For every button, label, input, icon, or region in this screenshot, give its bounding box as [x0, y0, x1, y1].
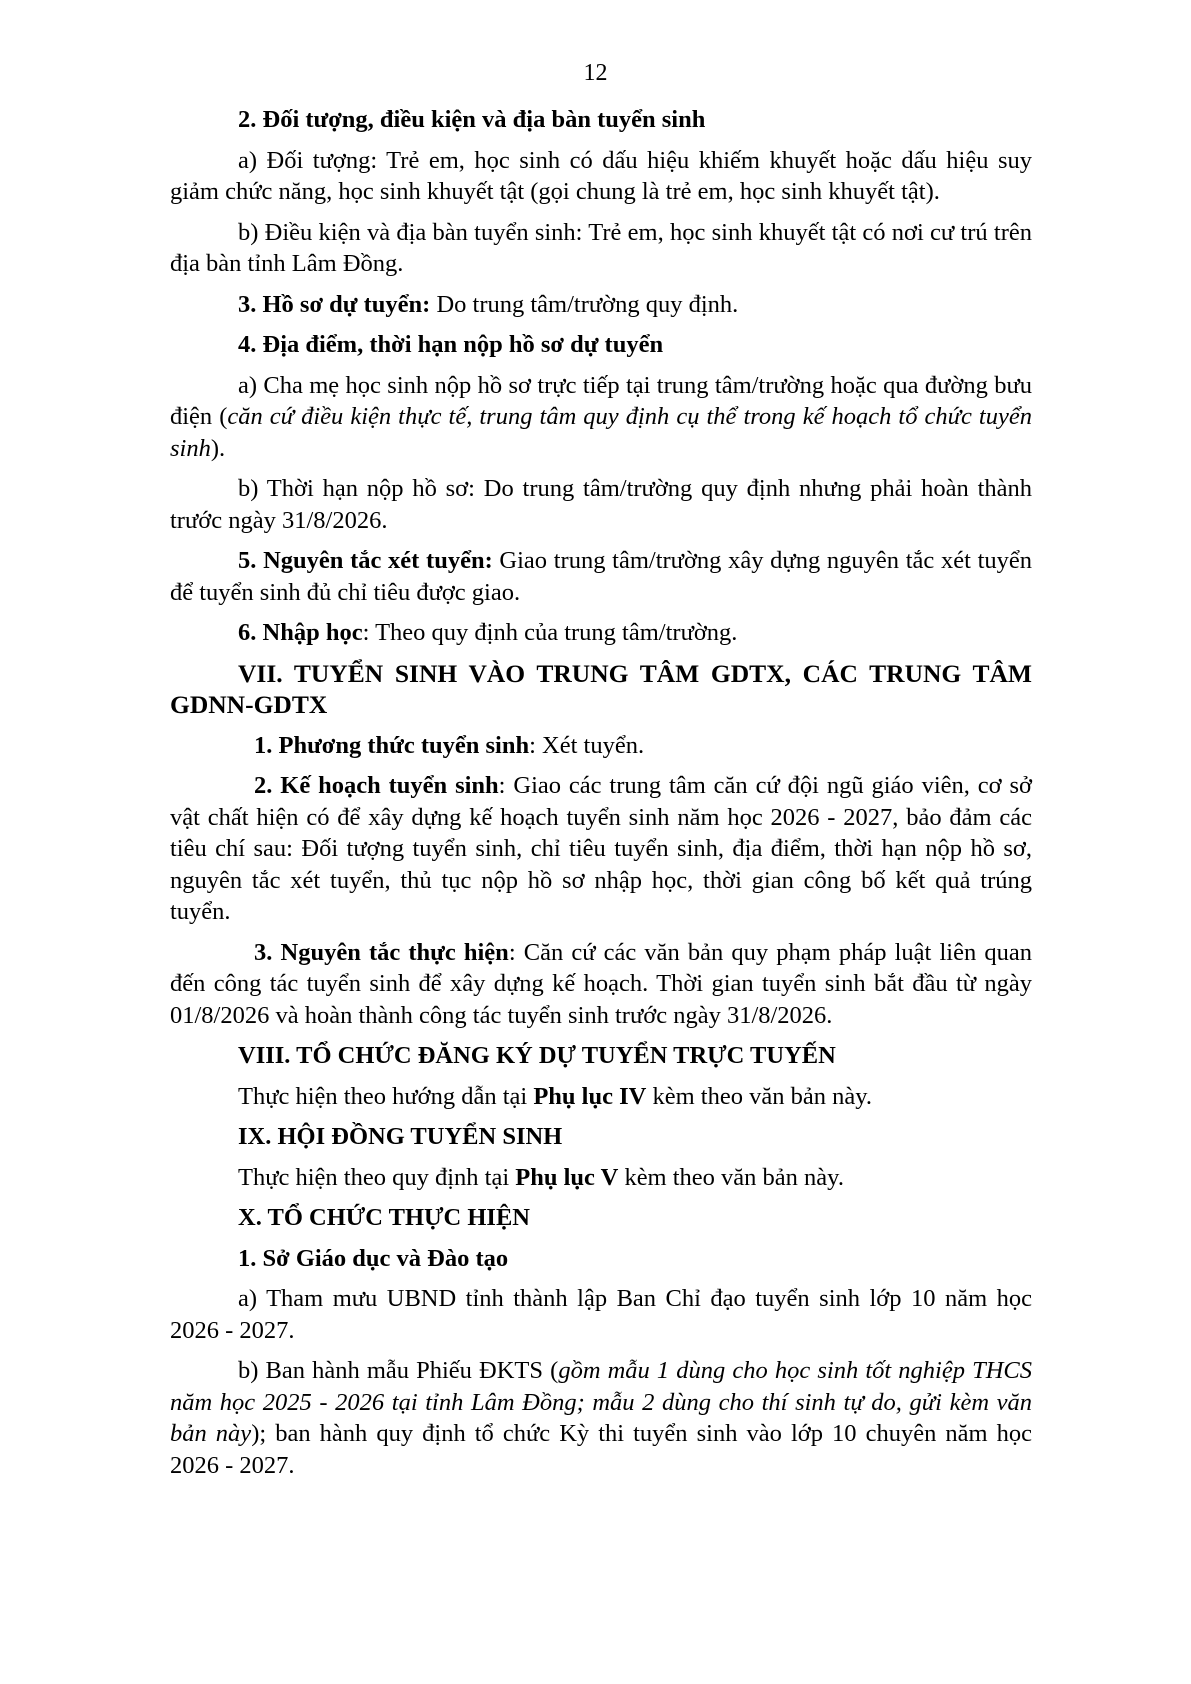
paragraph-vii-2	[170, 770, 1032, 928]
label-vii-1: 1. Phương thức tuyển sinh	[254, 731, 530, 759]
text-vii-3: : Căn cứ các văn bản quy phạm pháp luật liên quan đến công tác tuyển sinh để xây dựng kế hoạch. Thời gian tuyển sinh bắt đầu từ ngày 01/8/2026 và hoàn thành công tác tuyển sinh trước ngày 31/8/2026.	[170, 938, 1032, 1029]
text-viii-1: Thực hiện theo hướng dẫn tại	[238, 1082, 534, 1110]
paragraph-4a	[170, 370, 1032, 465]
section-heading-2: 2. Đối tượng, điều kiện và địa bàn tuyển sinh	[238, 106, 706, 133]
appendix-iv-ref: Phụ lục IV	[533, 1082, 647, 1110]
paragraph-6	[170, 617, 1032, 649]
text-6: : Theo quy định của trung tâm/trường.	[362, 619, 738, 646]
appendix-v-ref: Phụ lục V	[515, 1163, 619, 1191]
paragraph-2b: b) Điều kiện và địa bàn tuyển sinh: Trẻ em, học sinh khuyết tật có nơi cư trú trên địa bàn tỉnh Lâm Đồng.	[170, 218, 1032, 277]
paragraph-ix	[170, 1162, 1032, 1194]
text-ix-2: kèm theo văn bản này.	[618, 1163, 844, 1191]
paragraph-x-1a: a) Tham mưu UBND tỉnh thành lập Ban Chỉ đạo tuyển sinh lớp 10 năm học 2026 - 2027.	[170, 1285, 1032, 1344]
section-heading-ix: IX. HỘI ĐỒNG TUYỂN SINH	[238, 1123, 563, 1150]
section-heading-viii: VIII. TỔ CHỨC ĐĂNG KÝ DỰ TUYỂN TRỰC TUYẾN	[238, 1042, 836, 1069]
text-x-1b-end: ); ban hành quy định tổ chức Kỳ thi tuyển sinh vào lớp 10 chuyên năm học 2026 - 2027.	[170, 1420, 1032, 1479]
text-4a: a) Cha mẹ học sinh nộp hồ sơ trực tiếp tại trung tâm/trường hoặc qua đường bưu điện (	[170, 371, 1032, 430]
text-5: Giao trung tâm/trường xây dựng nguyên tắc xét tuyển để tuyển sinh đủ chỉ tiêu được giao.	[170, 547, 1033, 606]
text-3: Do trung tâm/trường quy định.	[430, 290, 739, 318]
paragraph-x-1b	[170, 1355, 1032, 1481]
text-ix-1: Thực hiện theo quy định tại	[238, 1163, 516, 1191]
section-heading-x-1: 1. Sở Giáo dục và Đào tạo	[238, 1244, 509, 1272]
section-heading-vii: VII. TUYỂN SINH VÀO TRUNG TÂM GDTX, CÁC TRUNG TÂM GDNN-GDTX	[170, 658, 1032, 719]
paragraph-4b: b) Thời hạn nộp hồ sơ: Do trung tâm/trường quy định nhưng phải hoàn thành trước ngày 31/8/2026.	[170, 475, 1032, 534]
label-3: 3. Hồ sơ dự tuyển:	[238, 290, 431, 318]
document-body	[170, 104, 1032, 1490]
label-vii-3: 3. Nguyên tắc thực hiện	[254, 938, 509, 966]
text-4a-end: ).	[210, 434, 226, 462]
text-vii-1: : Xét tuyển.	[529, 731, 645, 759]
paragraph-5	[170, 545, 1032, 608]
text-x-1b: b) Ban hành mẫu Phiếu ĐKTS (	[238, 1357, 559, 1384]
paragraph-2a: a) Đối tượng: Trẻ em, học sinh có dấu hiệu khiếm khuyết hoặc dấu hiệu suy giảm chức năng, học sinh khuyết tật (gọi chung là trẻ em, học sinh khuyết tật).	[170, 146, 1032, 205]
italic-x-1b: gồm mẫu 1 dùng cho học sinh tốt nghiệp THCS năm học 2025 - 2026 tại tỉnh Lâm Đồng; mẫu 2 dùng cho thí sinh tự do, gửi kèm văn bản này	[170, 1357, 1033, 1447]
paragraph-viii	[170, 1081, 1032, 1113]
italic-4a: căn cứ điều kiện thực tế, trung tâm quy định cụ thể trong kế hoạch tổ chức tuyển sinh	[170, 403, 1032, 462]
paragraph-vii-1	[170, 730, 1032, 762]
label-vii-2: 2. Kế hoạch tuyển sinh	[254, 772, 499, 799]
label-5: 5. Nguyên tắc xét tuyển:	[238, 547, 493, 574]
page-number: 12	[583, 60, 608, 86]
section-heading-x: X. TỔ CHỨC THỰC HIỆN	[238, 1204, 530, 1231]
text-viii-2: kèm theo văn bản này.	[646, 1082, 872, 1110]
text-vii-2: : Giao các trung tâm căn cứ đội ngũ giáo viên, cơ sở vật chất hiện có để xây dựng kế hoạch tuyển sinh năm học 2026 - 2027, bảo đảm các tiêu chí sau: Đối tượng tuyển sinh, chỉ tiêu tuyển sinh, địa điểm, thời hạn nộp hồ sơ, nguyên tắc xét tuyển, thủ tục nộp hồ sơ nhập học, thời gian công bố kết quả trúng tuyển.	[170, 772, 1033, 925]
paragraph-3	[170, 289, 1032, 321]
paragraph-vii-3	[170, 937, 1032, 1032]
label-6: 6. Nhập học	[238, 619, 363, 646]
section-heading-4: 4. Địa điểm, thời hạn nộp hồ sơ dự tuyển	[238, 331, 664, 358]
